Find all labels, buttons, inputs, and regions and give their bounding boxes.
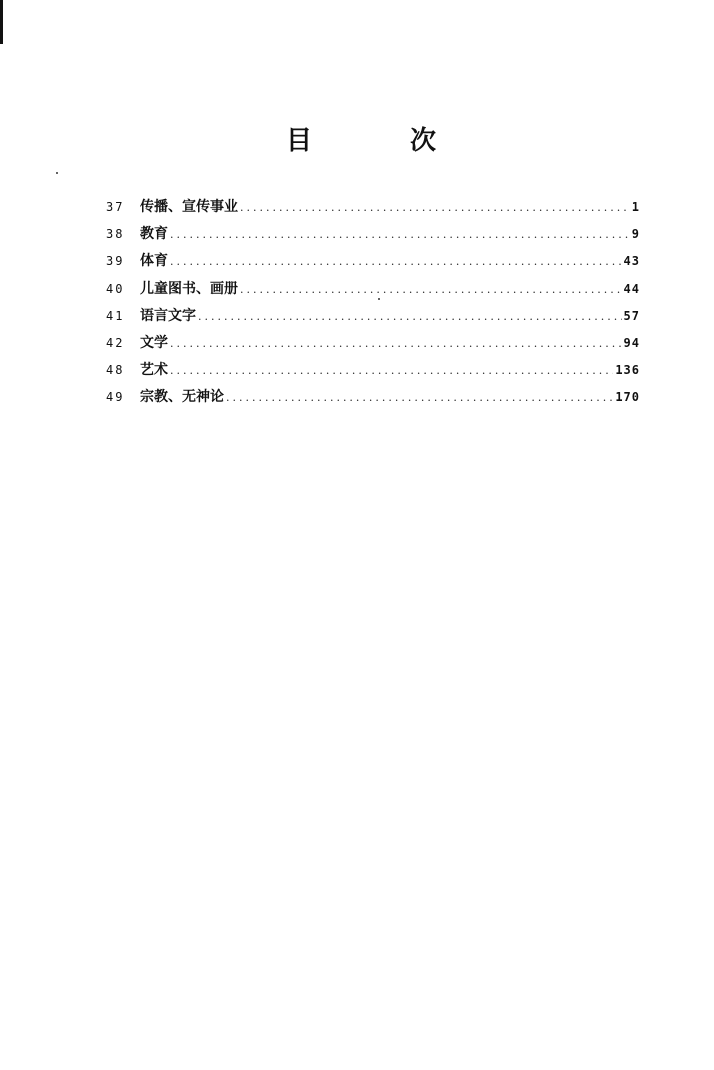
toc-entry-number: 39	[106, 254, 125, 269]
toc-entry-page: 9	[631, 227, 640, 242]
toc-entry[interactable]	[106, 386, 640, 413]
toc-entry-page: 1	[631, 200, 640, 214]
toc-entry-number: 48	[106, 363, 125, 378]
toc-entry-number: 40	[106, 281, 125, 296]
toc-dot-leader	[226, 391, 613, 404]
toc-entry-title: 传播、宣传事业	[140, 199, 238, 215]
toc-entry[interactable]	[106, 223, 640, 250]
toc-dot-leader	[170, 255, 622, 268]
toc-entry-page: 170	[615, 390, 640, 405]
toc-entry-title: 艺术	[140, 362, 168, 379]
toc-dot-leader	[240, 201, 630, 214]
toc-dot-leader	[170, 337, 622, 350]
page-title-char-1: 目	[286, 125, 313, 156]
toc-entry-page: 57	[623, 308, 640, 323]
scan-speck	[56, 172, 58, 174]
toc-entry[interactable]	[106, 332, 640, 359]
toc-entry-title: 体育	[140, 253, 168, 270]
toc-entry[interactable]	[106, 359, 640, 386]
toc-entry-page: 43	[623, 254, 640, 269]
toc-entry-number: 37	[106, 200, 125, 214]
toc-entry-title: 语言文字	[140, 307, 196, 324]
toc-entry-page: 136	[615, 363, 640, 378]
toc-entry-title: 宗教、无神论	[140, 389, 224, 406]
toc-entry-page: 44	[623, 281, 640, 296]
toc-entry[interactable]	[106, 278, 640, 305]
toc-dot-leader	[240, 283, 622, 296]
toc-entry[interactable]	[106, 250, 640, 277]
page-title	[286, 121, 436, 155]
toc-dot-leader	[170, 364, 613, 377]
toc-dot-leader	[198, 310, 622, 323]
toc-entry-number: 49	[106, 390, 125, 405]
toc-entry-number: 41	[106, 308, 125, 323]
table-of-contents	[106, 196, 640, 414]
toc-entry-number: 38	[106, 227, 125, 242]
toc-entry[interactable]	[106, 305, 640, 332]
toc-entry-number: 42	[106, 335, 125, 350]
toc-entry-title: 教育	[140, 226, 168, 243]
page-edge-mark	[0, 0, 3, 44]
toc-entry-page: 94	[623, 335, 640, 350]
toc-entry[interactable]	[106, 196, 640, 223]
page-title-char-2: 次	[409, 125, 436, 156]
toc-dot-leader	[170, 228, 630, 241]
toc-entry-title: 儿童图书、画册	[140, 280, 238, 297]
toc-entry-title: 文学	[140, 334, 168, 351]
